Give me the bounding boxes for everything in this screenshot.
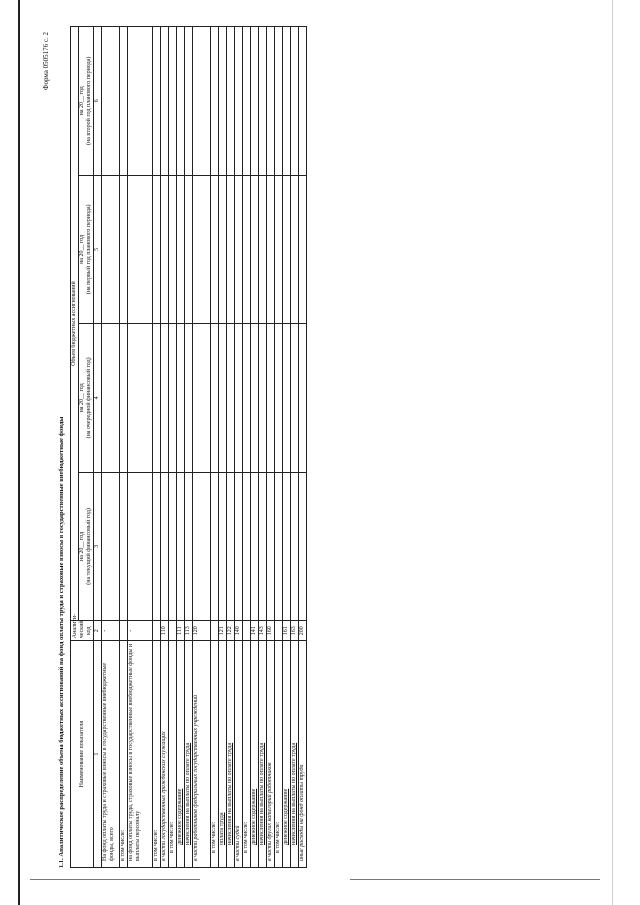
value-cell[interactable] bbox=[193, 27, 211, 176]
scan-left-edge bbox=[18, 0, 20, 905]
row-name: начисления на выплаты по оплате труда bbox=[227, 641, 235, 868]
value-cell[interactable] bbox=[161, 324, 169, 473]
row-name: денежное содержание bbox=[283, 641, 291, 868]
value-cell[interactable] bbox=[227, 27, 235, 176]
table-row bbox=[259, 27, 267, 868]
value-cell[interactable] bbox=[299, 324, 307, 473]
value-cell[interactable] bbox=[153, 472, 161, 621]
header-period: на 20__ год (на текущий финансовый год) bbox=[79, 472, 94, 621]
row-code bbox=[243, 621, 251, 641]
row-code bbox=[275, 621, 283, 641]
value-cell[interactable] bbox=[185, 27, 193, 176]
value-cell[interactable] bbox=[275, 324, 283, 473]
value-cell[interactable] bbox=[235, 472, 243, 621]
row-name: в том числе: bbox=[243, 641, 251, 868]
value-cell[interactable] bbox=[161, 27, 169, 176]
row-code: 140 bbox=[235, 621, 243, 641]
col-number: 6 bbox=[94, 27, 102, 176]
value-cell[interactable] bbox=[193, 324, 211, 473]
value-cell[interactable] bbox=[128, 472, 153, 621]
value-cell[interactable] bbox=[185, 472, 193, 621]
col-number: 1 bbox=[94, 641, 102, 868]
row-code: 200 bbox=[299, 621, 307, 641]
row-code: 163 bbox=[291, 621, 299, 641]
bottom-line bbox=[30, 879, 200, 880]
value-cell[interactable] bbox=[161, 175, 169, 324]
value-cell[interactable] bbox=[102, 472, 120, 621]
value-cell[interactable] bbox=[299, 472, 307, 621]
table-row bbox=[169, 27, 177, 868]
value-cell[interactable] bbox=[235, 175, 243, 324]
value-cell[interactable] bbox=[243, 175, 251, 324]
row-code: 160 bbox=[267, 621, 275, 641]
row-name: начисления на выплаты по оплате труда bbox=[259, 641, 267, 868]
value-cell[interactable] bbox=[120, 324, 128, 473]
value-cell[interactable] bbox=[291, 324, 299, 473]
value-cell[interactable] bbox=[227, 175, 235, 324]
col-number: 2 bbox=[94, 621, 102, 641]
value-cell[interactable] bbox=[259, 175, 267, 324]
value-cell[interactable] bbox=[153, 27, 161, 176]
table-row bbox=[219, 27, 227, 868]
col-number: 5 bbox=[94, 175, 102, 324]
header-period: на 20__ год (на очередной финансовый год) bbox=[79, 324, 94, 473]
value-cell[interactable] bbox=[259, 324, 267, 473]
table-row bbox=[235, 27, 243, 868]
row-name: в том числе: bbox=[153, 641, 161, 868]
table-row bbox=[177, 27, 185, 868]
row-code: 141 bbox=[251, 621, 259, 641]
table-row bbox=[185, 27, 193, 868]
row-code: 111 bbox=[177, 621, 185, 641]
value-cell[interactable] bbox=[299, 27, 307, 176]
value-cell[interactable] bbox=[283, 472, 291, 621]
value-cell[interactable] bbox=[169, 175, 177, 324]
row-name: оплата труда bbox=[219, 641, 227, 868]
row-name: в том числе: bbox=[275, 641, 283, 868]
value-cell[interactable] bbox=[267, 175, 275, 324]
table-row bbox=[153, 27, 161, 868]
table-row bbox=[227, 27, 235, 868]
col-number: 4 bbox=[94, 324, 102, 473]
value-cell[interactable] bbox=[251, 27, 259, 176]
row-name: начисления на выплаты по оплате труда bbox=[291, 641, 299, 868]
row-name: в части других категорий работников bbox=[267, 641, 275, 868]
value-cell[interactable] bbox=[243, 27, 251, 176]
rotated-page bbox=[42, 22, 608, 872]
budget-table bbox=[70, 26, 307, 868]
row-name: начисления на выплаты по оплате труда bbox=[185, 641, 193, 868]
value-cell[interactable] bbox=[283, 175, 291, 324]
row-code: 143 bbox=[259, 621, 267, 641]
value-cell[interactable] bbox=[161, 472, 169, 621]
row-name: денежное содержание bbox=[177, 641, 185, 868]
value-cell[interactable] bbox=[227, 472, 235, 621]
table-row bbox=[120, 27, 128, 868]
row-name: в том числе: bbox=[120, 641, 128, 868]
row-name: иные расходы на фонд оплаты труда bbox=[299, 641, 307, 868]
value-cell[interactable] bbox=[243, 324, 251, 473]
row-name: в том числе: bbox=[169, 641, 177, 868]
row-code: 122 bbox=[227, 621, 235, 641]
value-cell[interactable] bbox=[211, 27, 219, 176]
bottom-line bbox=[350, 879, 600, 880]
row-code bbox=[120, 621, 128, 641]
value-cell[interactable] bbox=[259, 27, 267, 176]
table-row bbox=[291, 27, 299, 868]
value-cell[interactable] bbox=[211, 324, 219, 473]
row-name: денежное содержание bbox=[251, 641, 259, 868]
table-row bbox=[161, 27, 169, 868]
header-name: Наименование показателя bbox=[71, 641, 94, 868]
value-cell[interactable] bbox=[177, 324, 185, 473]
row-name: в части судей bbox=[235, 641, 243, 868]
row-code: - bbox=[102, 621, 120, 641]
value-cell[interactable] bbox=[219, 27, 227, 176]
table-row bbox=[128, 27, 153, 868]
row-code: 113 bbox=[185, 621, 193, 641]
value-cell[interactable] bbox=[235, 324, 243, 473]
value-cell[interactable] bbox=[211, 175, 219, 324]
value-cell[interactable] bbox=[275, 175, 283, 324]
value-cell[interactable] bbox=[299, 175, 307, 324]
value-cell[interactable] bbox=[177, 175, 185, 324]
header-volume: Объем бюджетных ассигнований bbox=[71, 27, 79, 621]
value-cell[interactable] bbox=[275, 27, 283, 176]
form-code: Форма 0505176 с. 2 bbox=[42, 32, 50, 91]
value-cell[interactable] bbox=[185, 175, 193, 324]
value-cell[interactable] bbox=[251, 324, 259, 473]
header-code: Аналити- ческий код bbox=[71, 621, 94, 641]
value-cell[interactable] bbox=[259, 472, 267, 621]
value-cell[interactable] bbox=[219, 324, 227, 473]
section-title: 1.1. Аналитическое распределение объема бюджетных ассигнований на фонд оплаты труда и страховые взносы в государственные внебюджетные фонды bbox=[58, 416, 65, 868]
row-code: - bbox=[128, 621, 153, 641]
table-row bbox=[275, 27, 283, 868]
value-cell[interactable] bbox=[267, 324, 275, 473]
value-cell[interactable] bbox=[169, 472, 177, 621]
value-cell[interactable] bbox=[102, 324, 120, 473]
value-cell[interactable] bbox=[128, 27, 153, 176]
value-cell[interactable] bbox=[275, 472, 283, 621]
row-code bbox=[153, 621, 161, 641]
table-row bbox=[283, 27, 291, 868]
value-cell[interactable] bbox=[185, 324, 193, 473]
value-cell[interactable] bbox=[267, 472, 275, 621]
value-cell[interactable] bbox=[193, 175, 211, 324]
row-code: 121 bbox=[219, 621, 227, 641]
table-row bbox=[251, 27, 259, 868]
value-cell[interactable] bbox=[291, 472, 299, 621]
row-code: 161 bbox=[283, 621, 291, 641]
table-row bbox=[211, 27, 219, 868]
row-code bbox=[211, 621, 219, 641]
value-cell[interactable] bbox=[177, 27, 185, 176]
header-period: на 20__ год (на первый год планового периода) bbox=[79, 175, 94, 324]
value-cell[interactable] bbox=[128, 324, 153, 473]
value-cell[interactable] bbox=[128, 175, 153, 324]
value-cell[interactable] bbox=[120, 175, 128, 324]
value-cell[interactable] bbox=[291, 175, 299, 324]
scan-right-edge bbox=[612, 0, 613, 905]
value-cell[interactable] bbox=[291, 27, 299, 176]
table-row bbox=[267, 27, 275, 868]
value-cell[interactable] bbox=[251, 175, 259, 324]
header-period: на 20__ год (на второй год планового периода) bbox=[79, 27, 94, 176]
value-cell[interactable] bbox=[169, 324, 177, 473]
value-cell[interactable] bbox=[102, 175, 120, 324]
value-cell[interactable] bbox=[169, 27, 177, 176]
value-cell[interactable] bbox=[227, 324, 235, 473]
table-row bbox=[193, 27, 211, 868]
value-cell[interactable] bbox=[235, 27, 243, 176]
value-cell[interactable] bbox=[211, 472, 219, 621]
row-name: На фонд оплаты труда и страховые взносы в государственные внебюджетные фонды, всего bbox=[102, 641, 120, 868]
value-cell[interactable] bbox=[120, 27, 128, 176]
value-cell[interactable] bbox=[251, 472, 259, 621]
value-cell[interactable] bbox=[193, 472, 211, 621]
row-name: на фонд оплаты труда, страховые взносы в государственные внебюджетные фонды и выплаты персоналу bbox=[128, 641, 153, 868]
value-cell[interactable] bbox=[219, 175, 227, 324]
table-row bbox=[243, 27, 251, 868]
value-cell[interactable] bbox=[177, 472, 185, 621]
value-cell[interactable] bbox=[153, 175, 161, 324]
col-number: 3 bbox=[94, 472, 102, 621]
value-cell[interactable] bbox=[283, 324, 291, 473]
value-cell[interactable] bbox=[267, 27, 275, 176]
row-code bbox=[169, 621, 177, 641]
table-row bbox=[102, 27, 120, 868]
row-code: 110 bbox=[161, 621, 169, 641]
row-name: в части государственных гражданских служащих bbox=[161, 641, 169, 868]
value-cell[interactable] bbox=[219, 472, 227, 621]
value-cell[interactable] bbox=[243, 472, 251, 621]
table-row bbox=[299, 27, 307, 868]
value-cell[interactable] bbox=[153, 324, 161, 473]
value-cell[interactable] bbox=[102, 27, 120, 176]
row-name: в части работников федеральных государственных учреждений bbox=[193, 641, 211, 868]
row-name: в том числе: bbox=[211, 641, 219, 868]
value-cell[interactable] bbox=[283, 27, 291, 176]
row-code: 120 bbox=[193, 621, 211, 641]
table-body bbox=[102, 27, 307, 868]
value-cell[interactable] bbox=[120, 472, 128, 621]
